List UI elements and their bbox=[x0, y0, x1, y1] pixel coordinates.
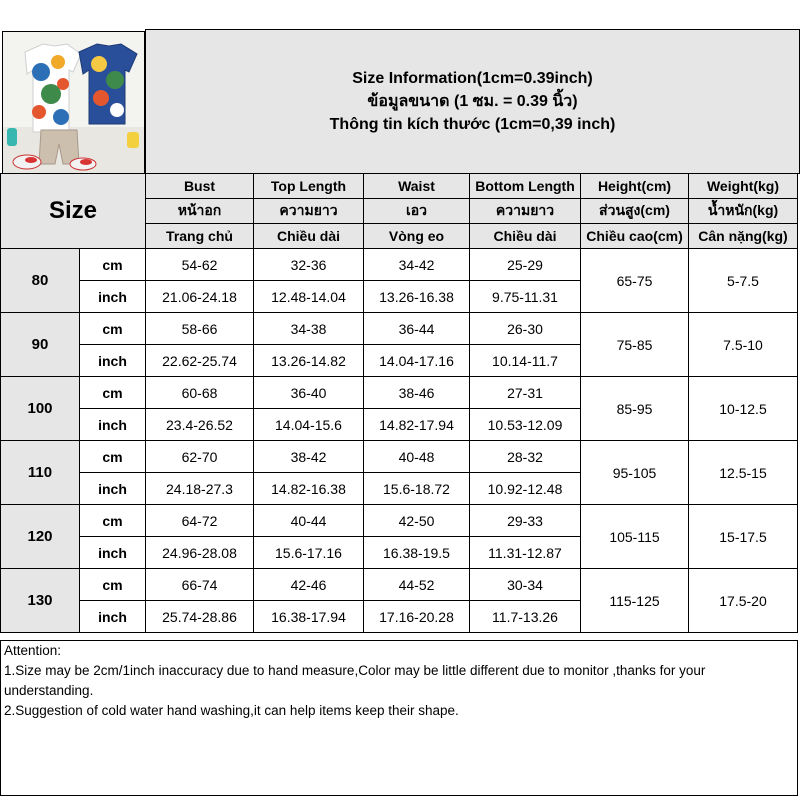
cell-height: 75-85 bbox=[581, 313, 689, 377]
column-header-waist-vietnamese: Vòng eo bbox=[364, 224, 470, 249]
size-label: 90 bbox=[1, 313, 80, 377]
cell-cm-value: 34-42 bbox=[364, 249, 470, 281]
cell-inch-value: 11.31-12.87 bbox=[470, 537, 581, 569]
cell-inch-value: 14.82-17.94 bbox=[364, 409, 470, 441]
unit-label: cm bbox=[80, 377, 146, 409]
column-header-bottom-length: Bottom Length bbox=[470, 174, 581, 199]
unit-label: cm bbox=[80, 249, 146, 281]
cell-inch-value: 21.06-24.18 bbox=[146, 281, 254, 313]
note-line-1: 1.Size may be 2cm/1inch inaccuracy due to hand measure,Color may be little different due to monitor ,thanks for your understanding. bbox=[4, 663, 706, 698]
cell-cm-value: 25-29 bbox=[470, 249, 581, 281]
table-row bbox=[1, 441, 798, 473]
cell-cm-value: 32-36 bbox=[254, 249, 364, 281]
cell-cm-value: 54-62 bbox=[146, 249, 254, 281]
cell-cm-value: 38-46 bbox=[364, 377, 470, 409]
cell-height: 65-75 bbox=[581, 249, 689, 313]
cell-inch-value: 23.4-26.52 bbox=[146, 409, 254, 441]
cell-inch-value: 16.38-19.5 bbox=[364, 537, 470, 569]
cell-inch-value: 9.75-11.31 bbox=[470, 281, 581, 313]
size-table bbox=[0, 173, 798, 633]
unit-label: inch bbox=[80, 409, 146, 441]
cell-inch-value: 15.6-17.16 bbox=[254, 537, 364, 569]
title-thai: ข้อมูลขนาด (1 ซม. = 0.39 นิ้ว) bbox=[367, 93, 578, 110]
cell-inch-value: 14.04-15.6 bbox=[254, 409, 364, 441]
column-header-top-length-vietnamese: Chiều dài bbox=[254, 224, 364, 249]
unit-label: inch bbox=[80, 473, 146, 505]
cell-cm-value: 26-30 bbox=[470, 313, 581, 345]
cell-inch-value: 15.6-18.72 bbox=[364, 473, 470, 505]
cell-height: 105-115 bbox=[581, 505, 689, 569]
cell-cm-value: 40-48 bbox=[364, 441, 470, 473]
column-header-bottom-length-vietnamese: Chiều dài bbox=[470, 224, 581, 249]
column-header-top-length: Top Length bbox=[254, 174, 364, 199]
cell-cm-value: 38-42 bbox=[254, 441, 364, 473]
cell-weight: 17.5-20 bbox=[689, 569, 798, 633]
column-header-height: Height(cm) bbox=[581, 174, 689, 199]
title-english: Size Information(1cm=0.39inch) bbox=[352, 70, 593, 87]
table-row bbox=[1, 249, 798, 281]
cell-inch-value: 12.48-14.04 bbox=[254, 281, 364, 313]
unit-label: inch bbox=[80, 281, 146, 313]
column-header-height-vietnamese: Chiều cao(cm) bbox=[581, 224, 689, 249]
unit-label: inch bbox=[80, 601, 146, 633]
unit-label: inch bbox=[80, 537, 146, 569]
cell-inch-value: 11.7-13.26 bbox=[470, 601, 581, 633]
cell-cm-value: 42-50 bbox=[364, 505, 470, 537]
cell-inch-value: 25.74-28.86 bbox=[146, 601, 254, 633]
unit-label: inch bbox=[80, 345, 146, 377]
title-vietnamese: Thông tin kích thước (1cm=0,39 inch) bbox=[329, 116, 616, 133]
cell-cm-value: 58-66 bbox=[146, 313, 254, 345]
table-row bbox=[1, 505, 798, 537]
unit-label: cm bbox=[80, 441, 146, 473]
column-header-bust-thai: หน้าอก bbox=[146, 199, 254, 224]
column-header-bust-vietnamese: Trang chủ bbox=[146, 224, 254, 249]
cell-cm-value: 44-52 bbox=[364, 569, 470, 601]
cell-inch-value: 22.62-25.74 bbox=[146, 345, 254, 377]
column-header-height-thai: ส่วนสูง(cm) bbox=[581, 199, 689, 224]
unit-label: cm bbox=[80, 505, 146, 537]
cell-cm-value: 36-44 bbox=[364, 313, 470, 345]
column-header-weight-thai: น้ำหนัก(kg) bbox=[689, 199, 798, 224]
size-label: 100 bbox=[1, 377, 80, 441]
unit-label: cm bbox=[80, 569, 146, 601]
cell-inch-value: 13.26-14.82 bbox=[254, 345, 364, 377]
size-label: 120 bbox=[1, 505, 80, 569]
size-label: 110 bbox=[1, 441, 80, 505]
cell-weight: 5-7.5 bbox=[689, 249, 798, 313]
cell-cm-value: 28-32 bbox=[470, 441, 581, 473]
cell-height: 95-105 bbox=[581, 441, 689, 505]
column-header-bottom-length-thai: ความยาว bbox=[470, 199, 581, 224]
size-info-title-box bbox=[145, 29, 800, 174]
attention-notes bbox=[0, 640, 798, 796]
notes-heading: Attention: bbox=[4, 643, 62, 658]
cell-cm-value: 64-72 bbox=[146, 505, 254, 537]
column-header-waist-thai: เอว bbox=[364, 199, 470, 224]
cell-inch-value: 13.26-16.38 bbox=[364, 281, 470, 313]
product-photo bbox=[2, 31, 145, 174]
cell-cm-value: 60-68 bbox=[146, 377, 254, 409]
cell-weight: 7.5-10 bbox=[689, 313, 798, 377]
cell-inch-value: 17.16-20.28 bbox=[364, 601, 470, 633]
product-photo-illustration bbox=[3, 32, 144, 173]
cell-weight: 12.5-15 bbox=[689, 441, 798, 505]
cell-cm-value: 30-34 bbox=[470, 569, 581, 601]
cell-inch-value: 10.92-12.48 bbox=[470, 473, 581, 505]
cell-height: 85-95 bbox=[581, 377, 689, 441]
cell-inch-value: 24.96-28.08 bbox=[146, 537, 254, 569]
cell-weight: 10-12.5 bbox=[689, 377, 798, 441]
cell-cm-value: 27-31 bbox=[470, 377, 581, 409]
cell-cm-value: 36-40 bbox=[254, 377, 364, 409]
size-label: 130 bbox=[1, 569, 80, 633]
cell-cm-value: 29-33 bbox=[470, 505, 581, 537]
cell-inch-value: 14.82-16.38 bbox=[254, 473, 364, 505]
cell-inch-value: 10.53-12.09 bbox=[470, 409, 581, 441]
column-header-bust: Bust bbox=[146, 174, 254, 199]
cell-inch-value: 24.18-27.3 bbox=[146, 473, 254, 505]
cell-height: 115-125 bbox=[581, 569, 689, 633]
cell-inch-value: 10.14-11.7 bbox=[470, 345, 581, 377]
column-header-weight: Weight(kg) bbox=[689, 174, 798, 199]
size-label: 80 bbox=[1, 249, 80, 313]
table-row bbox=[1, 313, 798, 345]
note-line-2: 2.Suggestion of cold water hand washing,it can help items keep their shape. bbox=[4, 703, 459, 718]
column-header-weight-vietnamese: Cân nặng(kg) bbox=[689, 224, 798, 249]
column-header-waist: Waist bbox=[364, 174, 470, 199]
column-header-top-length-thai: ความยาว bbox=[254, 199, 364, 224]
cell-cm-value: 42-46 bbox=[254, 569, 364, 601]
unit-label: cm bbox=[80, 313, 146, 345]
cell-cm-value: 40-44 bbox=[254, 505, 364, 537]
size-column-header: Size bbox=[1, 174, 146, 249]
cell-inch-value: 16.38-17.94 bbox=[254, 601, 364, 633]
cell-inch-value: 14.04-17.16 bbox=[364, 345, 470, 377]
cell-cm-value: 34-38 bbox=[254, 313, 364, 345]
cell-weight: 15-17.5 bbox=[689, 505, 798, 569]
cell-cm-value: 62-70 bbox=[146, 441, 254, 473]
cell-cm-value: 66-74 bbox=[146, 569, 254, 601]
header-row-english bbox=[1, 174, 798, 199]
header-section bbox=[0, 29, 800, 174]
table-row bbox=[1, 569, 798, 601]
table-row bbox=[1, 377, 798, 409]
